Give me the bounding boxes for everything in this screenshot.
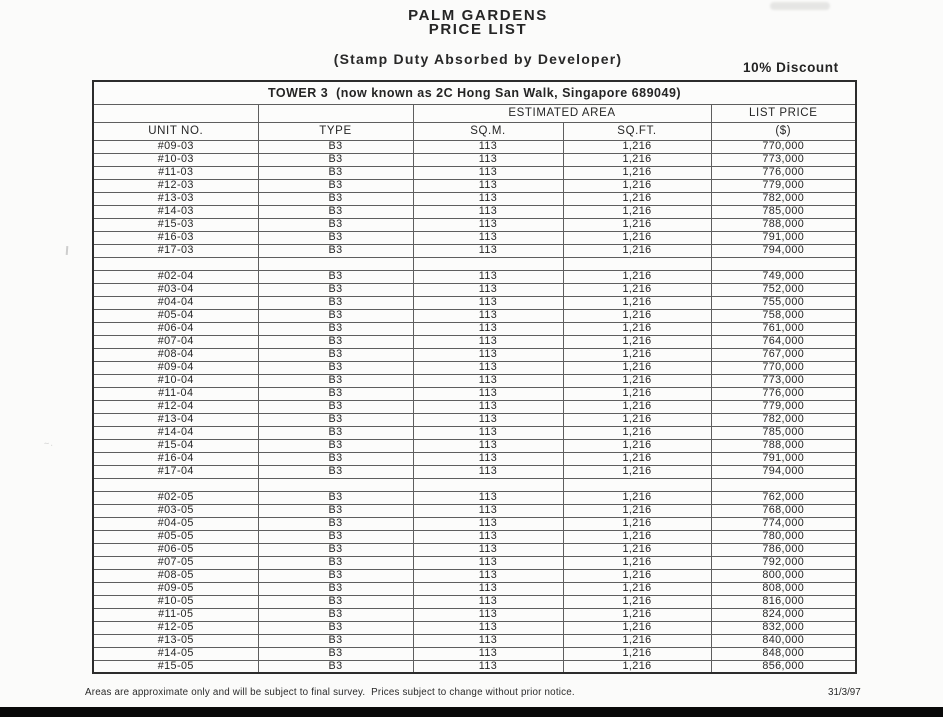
empty-header-cell [93, 104, 258, 122]
sqm-cell: 113 [413, 647, 563, 660]
page-title [13, 9, 943, 37]
table-row [93, 309, 856, 322]
table-row [93, 582, 856, 595]
sqft-cell: 1,216 [563, 439, 711, 452]
table-row [93, 205, 856, 218]
table-row [93, 153, 856, 166]
sqm-cell: 113 [413, 270, 563, 283]
price-cell: 791,000 [711, 231, 856, 244]
sqft-cell: 1,216 [563, 270, 711, 283]
price-cell: 758,000 [711, 309, 856, 322]
table-row [93, 361, 856, 374]
col-header-unit-no: UNIT NO. [93, 122, 258, 140]
type-cell: B3 [258, 452, 413, 465]
unit-no-cell: #12-03 [93, 179, 258, 192]
table-row [93, 296, 856, 309]
sqft-cell: 1,216 [563, 192, 711, 205]
empty-cell [258, 478, 413, 491]
sqft-cell: 1,216 [563, 322, 711, 335]
unit-no-cell: #08-05 [93, 569, 258, 582]
sqft-cell: 1,216 [563, 218, 711, 231]
empty-header-cell [258, 104, 413, 122]
sqft-cell: 1,216 [563, 608, 711, 621]
unit-no-cell: #15-04 [93, 439, 258, 452]
sqm-cell: 113 [413, 556, 563, 569]
sqft-cell: 1,216 [563, 205, 711, 218]
unit-no-cell: #13-05 [93, 634, 258, 647]
type-cell: B3 [258, 166, 413, 179]
unit-no-cell: #03-04 [93, 283, 258, 296]
unit-no-cell: #14-04 [93, 426, 258, 439]
sqm-cell: 113 [413, 543, 563, 556]
footer-date: 31/3/97 [828, 687, 861, 698]
price-cell: 749,000 [711, 270, 856, 283]
unit-no-cell: #11-03 [93, 166, 258, 179]
type-cell: B3 [258, 491, 413, 504]
table-row [93, 140, 856, 153]
sqft-cell: 1,216 [563, 491, 711, 504]
type-cell: B3 [258, 205, 413, 218]
sqm-cell: 113 [413, 361, 563, 374]
unit-no-cell: #02-05 [93, 491, 258, 504]
discount-note: 10% Discount [743, 60, 839, 75]
price-cell: 767,000 [711, 348, 856, 361]
sqft-cell: 1,216 [563, 231, 711, 244]
price-cell: 785,000 [711, 205, 856, 218]
empty-cell [258, 257, 413, 270]
sqm-cell: 113 [413, 582, 563, 595]
separator-row [93, 478, 856, 491]
price-table-body [93, 140, 856, 673]
type-cell: B3 [258, 556, 413, 569]
type-cell: B3 [258, 322, 413, 335]
type-cell: B3 [258, 153, 413, 166]
type-cell: B3 [258, 400, 413, 413]
table-row [93, 530, 856, 543]
table-row [93, 400, 856, 413]
price-cell: 780,000 [711, 530, 856, 543]
price-cell: 816,000 [711, 595, 856, 608]
table-row [93, 621, 856, 634]
price-cell: 788,000 [711, 218, 856, 231]
sqm-cell: 113 [413, 205, 563, 218]
type-cell: B3 [258, 309, 413, 322]
unit-no-cell: #05-05 [93, 530, 258, 543]
type-cell: B3 [258, 270, 413, 283]
table-row [93, 517, 856, 530]
price-cell: 779,000 [711, 179, 856, 192]
sqm-cell: 113 [413, 283, 563, 296]
unit-no-cell: #06-04 [93, 322, 258, 335]
unit-no-cell: #08-04 [93, 348, 258, 361]
sqm-cell: 113 [413, 322, 563, 335]
type-cell: B3 [258, 218, 413, 231]
price-cell: 800,000 [711, 569, 856, 582]
type-cell: B3 [258, 569, 413, 582]
price-cell: 752,000 [711, 283, 856, 296]
sqft-cell: 1,216 [563, 335, 711, 348]
table-row [93, 452, 856, 465]
title-line-1: PALM GARDENS [408, 7, 548, 24]
sqm-cell: 113 [413, 426, 563, 439]
unit-no-cell: #03-05 [93, 504, 258, 517]
unit-no-cell: #02-04 [93, 270, 258, 283]
list-price-header: LIST PRICE [711, 104, 856, 122]
table-row [93, 374, 856, 387]
empty-cell [711, 478, 856, 491]
sqm-cell: 113 [413, 530, 563, 543]
table-row [93, 231, 856, 244]
table-row [93, 569, 856, 582]
sqft-cell: 1,216 [563, 465, 711, 478]
table-row [93, 426, 856, 439]
table-row [93, 465, 856, 478]
price-cell: 773,000 [711, 374, 856, 387]
sqm-cell: 113 [413, 244, 563, 257]
sqft-cell: 1,216 [563, 634, 711, 647]
type-cell: B3 [258, 348, 413, 361]
type-cell: B3 [258, 634, 413, 647]
empty-cell [413, 257, 563, 270]
sqm-cell: 113 [413, 491, 563, 504]
table-row [93, 595, 856, 608]
sqft-cell: 1,216 [563, 309, 711, 322]
table-caption-row [93, 81, 856, 104]
unit-no-cell: #10-04 [93, 374, 258, 387]
table-row [93, 543, 856, 556]
sqft-cell: 1,216 [563, 660, 711, 673]
table-row [93, 166, 856, 179]
empty-cell [93, 257, 258, 270]
price-cell: 848,000 [711, 647, 856, 660]
type-cell: B3 [258, 621, 413, 634]
unit-no-cell: #07-05 [93, 556, 258, 569]
table-row [93, 322, 856, 335]
table-caption: TOWER 3 (now known as 2C Hong San Walk, Singapore 689049) [93, 81, 856, 104]
sqft-cell: 1,216 [563, 387, 711, 400]
price-cell: 779,000 [711, 400, 856, 413]
type-cell: B3 [258, 582, 413, 595]
sqft-cell: 1,216 [563, 517, 711, 530]
unit-no-cell: #16-03 [93, 231, 258, 244]
price-cell: 786,000 [711, 543, 856, 556]
scan-edge-bar [0, 707, 943, 717]
table-row [93, 608, 856, 621]
sqm-cell: 113 [413, 439, 563, 452]
scan-artifact [66, 246, 69, 255]
type-cell: B3 [258, 660, 413, 673]
sqm-cell: 113 [413, 413, 563, 426]
sqft-cell: 1,216 [563, 400, 711, 413]
unit-no-cell: #04-05 [93, 517, 258, 530]
price-table [92, 80, 857, 674]
sqft-cell: 1,216 [563, 296, 711, 309]
col-header-sqm: SQ.M. [413, 122, 563, 140]
empty-cell [413, 478, 563, 491]
unit-no-cell: #14-05 [93, 647, 258, 660]
sqft-cell: 1,216 [563, 569, 711, 582]
sqm-cell: 113 [413, 231, 563, 244]
sqm-cell: 113 [413, 218, 563, 231]
price-cell: 774,000 [711, 517, 856, 530]
sqm-cell: 113 [413, 504, 563, 517]
price-cell: 792,000 [711, 556, 856, 569]
sqft-cell: 1,216 [563, 556, 711, 569]
type-cell: B3 [258, 374, 413, 387]
title-line-2: PRICE LIST [428, 21, 528, 38]
type-cell: B3 [258, 517, 413, 530]
sqft-cell: 1,216 [563, 647, 711, 660]
sqm-cell: 113 [413, 621, 563, 634]
unit-no-cell: #10-03 [93, 153, 258, 166]
price-cell: 782,000 [711, 413, 856, 426]
unit-no-cell: #17-04 [93, 465, 258, 478]
sqft-cell: 1,216 [563, 179, 711, 192]
type-cell: B3 [258, 543, 413, 556]
type-cell: B3 [258, 465, 413, 478]
type-cell: B3 [258, 140, 413, 153]
sqm-cell: 113 [413, 660, 563, 673]
type-cell: B3 [258, 530, 413, 543]
empty-cell [711, 257, 856, 270]
type-cell: B3 [258, 608, 413, 621]
separator-row [93, 257, 856, 270]
table-row [93, 660, 856, 673]
unit-no-cell: #09-04 [93, 361, 258, 374]
table-column-header-row [93, 122, 856, 140]
unit-no-cell: #11-04 [93, 387, 258, 400]
unit-no-cell: #14-03 [93, 205, 258, 218]
sqft-cell: 1,216 [563, 361, 711, 374]
unit-no-cell: #16-04 [93, 452, 258, 465]
sqm-cell: 113 [413, 517, 563, 530]
empty-cell [563, 257, 711, 270]
sqm-cell: 113 [413, 400, 563, 413]
sqft-cell: 1,216 [563, 140, 711, 153]
price-cell: 770,000 [711, 140, 856, 153]
sqft-cell: 1,216 [563, 413, 711, 426]
price-cell: 770,000 [711, 361, 856, 374]
price-cell: 782,000 [711, 192, 856, 205]
unit-no-cell: #09-03 [93, 140, 258, 153]
unit-no-cell: #17-03 [93, 244, 258, 257]
col-header-sqft: SQ.FT. [563, 122, 711, 140]
sqm-cell: 113 [413, 335, 563, 348]
unit-no-cell: #05-04 [93, 309, 258, 322]
price-cell: 762,000 [711, 491, 856, 504]
type-cell: B3 [258, 647, 413, 660]
sqft-cell: 1,216 [563, 153, 711, 166]
type-cell: B3 [258, 179, 413, 192]
unit-no-cell: #09-05 [93, 582, 258, 595]
type-cell: B3 [258, 439, 413, 452]
unit-no-cell: #06-05 [93, 543, 258, 556]
sqft-cell: 1,216 [563, 283, 711, 296]
unit-no-cell: #07-04 [93, 335, 258, 348]
price-cell: 808,000 [711, 582, 856, 595]
table-row [93, 270, 856, 283]
sqft-cell: 1,216 [563, 166, 711, 179]
empty-cell [563, 478, 711, 491]
sqft-cell: 1,216 [563, 582, 711, 595]
sqm-cell: 113 [413, 452, 563, 465]
price-table-header [93, 81, 856, 140]
sqm-cell: 113 [413, 166, 563, 179]
unit-no-cell: #12-04 [93, 400, 258, 413]
sqm-cell: 113 [413, 608, 563, 621]
type-cell: B3 [258, 387, 413, 400]
sqm-cell: 113 [413, 387, 563, 400]
price-cell: 761,000 [711, 322, 856, 335]
sqft-cell: 1,216 [563, 374, 711, 387]
table-row [93, 647, 856, 660]
table-row [93, 413, 856, 426]
price-cell: 824,000 [711, 608, 856, 621]
estimated-area-header: ESTIMATED AREA [413, 104, 711, 122]
price-cell: 776,000 [711, 166, 856, 179]
table-row [93, 634, 856, 647]
sqm-cell: 113 [413, 153, 563, 166]
unit-no-cell: #15-05 [93, 660, 258, 673]
col-header-price-unit: ($) [711, 122, 856, 140]
sqm-cell: 113 [413, 179, 563, 192]
table-row [93, 387, 856, 400]
table-group-header-row [93, 104, 856, 122]
type-cell: B3 [258, 244, 413, 257]
sqft-cell: 1,216 [563, 504, 711, 517]
type-cell: B3 [258, 426, 413, 439]
price-cell: 768,000 [711, 504, 856, 517]
sqft-cell: 1,216 [563, 595, 711, 608]
price-cell: 773,000 [711, 153, 856, 166]
table-row [93, 192, 856, 205]
unit-no-cell: #15-03 [93, 218, 258, 231]
sqm-cell: 113 [413, 192, 563, 205]
sqm-cell: 113 [413, 296, 563, 309]
unit-no-cell: #13-04 [93, 413, 258, 426]
table-row [93, 244, 856, 257]
unit-no-cell: #13-03 [93, 192, 258, 205]
table-row [93, 348, 856, 361]
subtitle-stamp-duty: (Stamp Duty Absorbed by Developer) [333, 51, 623, 67]
sqft-cell: 1,216 [563, 530, 711, 543]
type-cell: B3 [258, 283, 413, 296]
footer-note: Areas are approximate only and will be subject to final survey. Prices subject to change without prior notice. [85, 687, 575, 698]
scan-artifact: ~. [43, 437, 55, 449]
type-cell: B3 [258, 504, 413, 517]
unit-no-cell: #04-04 [93, 296, 258, 309]
sqm-cell: 113 [413, 634, 563, 647]
type-cell: B3 [258, 231, 413, 244]
col-header-type: TYPE [258, 122, 413, 140]
type-cell: B3 [258, 361, 413, 374]
price-cell: 755,000 [711, 296, 856, 309]
type-cell: B3 [258, 595, 413, 608]
sqm-cell: 113 [413, 374, 563, 387]
price-cell: 764,000 [711, 335, 856, 348]
unit-no-cell: #11-05 [93, 608, 258, 621]
sqm-cell: 113 [413, 595, 563, 608]
unit-no-cell: #10-05 [93, 595, 258, 608]
price-cell: 794,000 [711, 244, 856, 257]
table-row [93, 179, 856, 192]
price-cell: 776,000 [711, 387, 856, 400]
type-cell: B3 [258, 296, 413, 309]
price-cell: 832,000 [711, 621, 856, 634]
price-cell: 788,000 [711, 439, 856, 452]
sqft-cell: 1,216 [563, 244, 711, 257]
unit-no-cell: #12-05 [93, 621, 258, 634]
table-row [93, 439, 856, 452]
sqm-cell: 113 [413, 465, 563, 478]
sqm-cell: 113 [413, 348, 563, 361]
table-row [93, 283, 856, 296]
sqft-cell: 1,216 [563, 426, 711, 439]
price-cell: 840,000 [711, 634, 856, 647]
sqft-cell: 1,216 [563, 543, 711, 556]
sqm-cell: 113 [413, 309, 563, 322]
table-row [93, 491, 856, 504]
price-cell: 785,000 [711, 426, 856, 439]
type-cell: B3 [258, 413, 413, 426]
type-cell: B3 [258, 335, 413, 348]
type-cell: B3 [258, 192, 413, 205]
table-row [93, 504, 856, 517]
price-cell: 856,000 [711, 660, 856, 673]
table-row [93, 556, 856, 569]
price-cell: 794,000 [711, 465, 856, 478]
empty-cell [93, 478, 258, 491]
sqft-cell: 1,216 [563, 621, 711, 634]
table-row [93, 335, 856, 348]
price-cell: 791,000 [711, 452, 856, 465]
sqft-cell: 1,216 [563, 452, 711, 465]
sqm-cell: 113 [413, 569, 563, 582]
table-row [93, 218, 856, 231]
sqft-cell: 1,216 [563, 348, 711, 361]
sqm-cell: 113 [413, 140, 563, 153]
